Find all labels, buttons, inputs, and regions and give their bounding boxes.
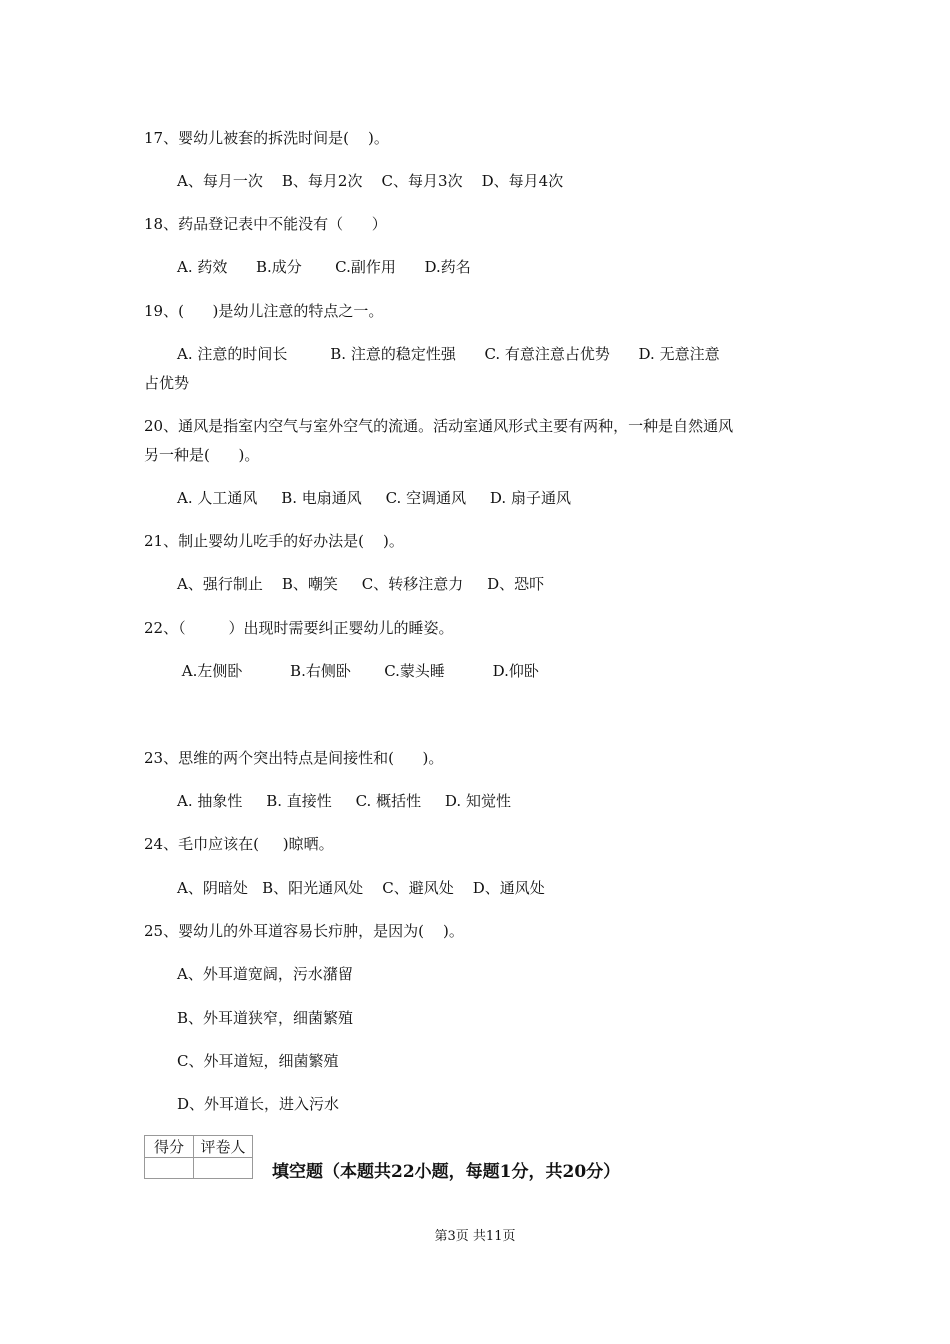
- question-17-stem: 17、婴幼儿被套的拆洗时间是( )。: [144, 129, 389, 147]
- question-18-stem: 18、药品登记表中不能没有（ ）: [144, 215, 387, 233]
- question-19-options: A. 注意的时间长 B. 注意的稳定性强 C. 有意注意占优势 D. 无意注意: [177, 345, 720, 363]
- score-table: [144, 1135, 253, 1179]
- grader-cell: [194, 1158, 253, 1179]
- question-25-option-a: A、外耳道宽阔，污水潴留: [177, 965, 353, 983]
- question-25-option-c: C、外耳道短，细菌繁殖: [177, 1052, 339, 1070]
- question-18-options: A. 药效 B.成分 C.副作用 D.药名: [177, 258, 471, 276]
- question-20-stem-continued: 另一种是( )。: [144, 446, 260, 464]
- question-25-option-b: B、外耳道狭窄，细菌繁殖: [177, 1009, 354, 1027]
- question-22-stem: 22、（ ）出现时需要纠正婴幼儿的睡姿。: [144, 619, 454, 637]
- question-20-options: A. 人工通风 B. 电扇通风 C. 空调通风 D. 扇子通风: [177, 489, 571, 507]
- question-17-options: A、每月一次 B、每月2次 C、每月3次 D、每月4次: [177, 172, 564, 190]
- question-19-options-continued: 占优势: [144, 374, 190, 392]
- question-25-option-d: D、外耳道长，进入污水: [177, 1095, 340, 1113]
- question-23-options: A. 抽象性 B. 直接性 C. 概括性 D. 知觉性: [177, 792, 511, 810]
- question-24-options: A、阴暗处 B、阳光通风处 C、避风处 D、通风处: [177, 879, 545, 897]
- score-cell: [145, 1158, 194, 1179]
- section-title: 填空题（本题共22小题，每题1分，共20分）: [272, 1162, 621, 1182]
- question-19-stem: 19、( )是幼儿注意的特点之一。: [144, 302, 384, 320]
- question-21-options: A、强行制止 B、嘲笑 C、转移注意力 D、恐吓: [177, 575, 545, 593]
- question-20-stem: 20、通风是指室内空气与室外空气的流通。活动室通风形式主要有两种，一种是自然通风: [144, 417, 734, 435]
- question-23-stem: 23、思维的两个突出特点是间接性和( )。: [144, 749, 444, 767]
- page-footer: 第3页 共11页: [434, 1229, 516, 1244]
- question-24-stem: 24、毛巾应该在( )晾晒。: [144, 835, 334, 853]
- question-25-stem: 25、婴幼儿的外耳道容易长疖肿，是因为( )。: [144, 922, 464, 940]
- question-22-options: A.左侧卧 B.右侧卧 C.蒙头睡 D.仰卧: [177, 662, 539, 680]
- score-header: 得分: [145, 1136, 194, 1158]
- grader-header: 评卷人: [194, 1136, 253, 1158]
- question-21-stem: 21、制止婴幼儿吃手的好办法是( )。: [144, 532, 404, 550]
